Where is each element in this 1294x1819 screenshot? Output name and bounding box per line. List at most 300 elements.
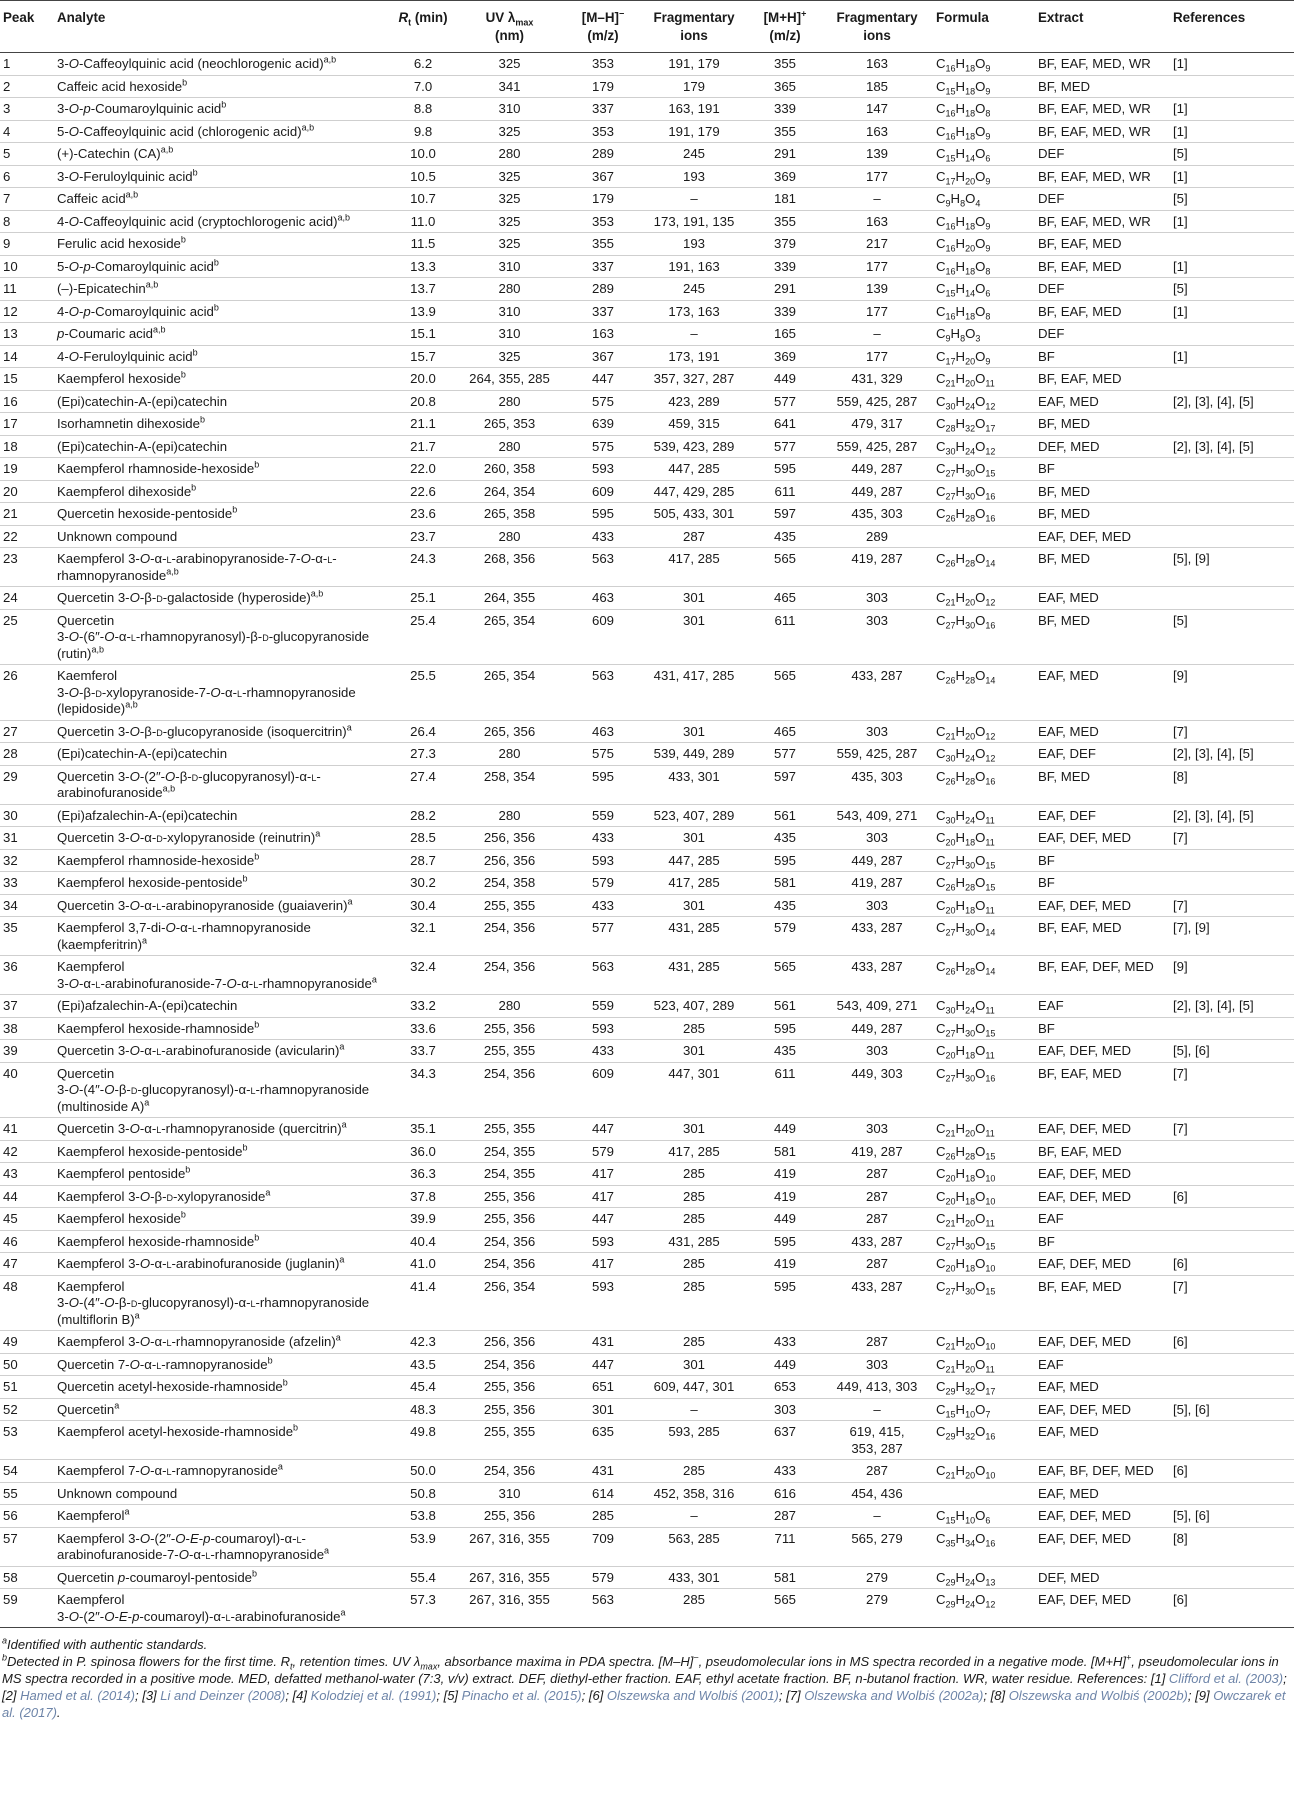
cell-analyte: Kaempferol 3-O-(2″-O-E-p-coumaroyl)-α-l-arabinofuranoside$^a$ <box>54 1589 394 1628</box>
cell-extract: BF, EAF, DEF, MED <box>1035 956 1170 995</box>
cell-references: [2], [3], [4], [5] <box>1170 804 1294 827</box>
table-row <box>0 872 1294 895</box>
table-row <box>0 525 1294 548</box>
cell-m-minus-h: 447 <box>567 1208 639 1231</box>
cell-uv: 280 <box>452 804 567 827</box>
cell-formula: $C_{15}H_{10}O_7$ <box>933 1398 1035 1421</box>
table-row <box>0 804 1294 827</box>
cell-rt: 25.5 <box>394 665 452 721</box>
cell-m-minus-h: 433 <box>567 1040 639 1063</box>
cell-fragments-pos: – <box>821 1505 933 1528</box>
cell-rt: 10.0 <box>394 143 452 166</box>
cell-analyte: Unknown compound <box>54 1482 394 1505</box>
cell-uv: 255, 355 <box>452 1040 567 1063</box>
col-header-uv: UV $\lambda_{max}$ (nm) <box>452 1 567 53</box>
table-row <box>0 233 1294 256</box>
cell-extract: EAF, MED <box>1035 587 1170 610</box>
cell-analyte: Quercetin$^a$ <box>54 1398 394 1421</box>
table-row <box>0 720 1294 743</box>
cell-extract: BF, EAF, MED <box>1035 1140 1170 1163</box>
cell-uv: 264, 355, 285 <box>452 368 567 391</box>
cell-rt: 45.4 <box>394 1376 452 1399</box>
cell-extract: DEF, MED <box>1035 1566 1170 1589</box>
cell-uv: 310 <box>452 300 567 323</box>
table-row <box>0 1040 1294 1063</box>
cell-uv: 264, 354 <box>452 480 567 503</box>
cell-peak: 55 <box>0 1482 54 1505</box>
cell-fragments-pos: 479, 317 <box>821 413 933 436</box>
cell-rt: 25.1 <box>394 587 452 610</box>
cell-m-minus-h: 353 <box>567 210 639 233</box>
cell-fragments-neg: 285 <box>639 1589 749 1628</box>
cell-rt: 34.3 <box>394 1062 452 1118</box>
cell-uv: 310 <box>452 1482 567 1505</box>
cell-analyte: Kaempferol 3-O-α-l-arabinopyranoside-7-O-α-l- rhamnopyranoside$^{a,b}$ <box>54 548 394 587</box>
cell-formula: $C_{20}H_{18}O_{11}$ <box>933 894 1035 917</box>
cell-formula: $C_9H_8O_3$ <box>933 323 1035 346</box>
cell-uv: 254, 356 <box>452 1353 567 1376</box>
cell-m-minus-h: 575 <box>567 390 639 413</box>
cell-fragments-neg: – <box>639 1505 749 1528</box>
cell-m-plus-h: 435 <box>749 525 821 548</box>
cell-m-minus-h: 285 <box>567 1505 639 1528</box>
cell-formula: $C_{27}H_{30}O_{15}$ <box>933 1275 1035 1331</box>
cell-m-plus-h: 565 <box>749 665 821 721</box>
cell-fragments-pos: 163 <box>821 210 933 233</box>
cell-extract: EAF, MED <box>1035 665 1170 721</box>
cell-m-plus-h: 419 <box>749 1163 821 1186</box>
cell-uv: 255, 355 <box>452 894 567 917</box>
cell-peak: 17 <box>0 413 54 436</box>
cell-analyte: Kaempferol$^a$ <box>54 1505 394 1528</box>
cell-fragments-pos: – <box>821 1398 933 1421</box>
table-row <box>0 917 1294 956</box>
cell-fragments-pos: 185 <box>821 75 933 98</box>
cell-m-plus-h: 597 <box>749 765 821 804</box>
cell-extract: EAF, DEF, MED <box>1035 1253 1170 1276</box>
cell-formula: $C_{21}H_{20}O_{10}$ <box>933 1460 1035 1483</box>
cell-references <box>1170 1163 1294 1186</box>
cell-peak: 19 <box>0 458 54 481</box>
cell-m-minus-h: 579 <box>567 872 639 895</box>
cell-uv: 256, 356 <box>452 1331 567 1354</box>
cell-peak: 16 <box>0 390 54 413</box>
table-row <box>0 548 1294 587</box>
cell-peak: 34 <box>0 894 54 917</box>
cell-formula: $C_{27}H_{30}O_{15}$ <box>933 849 1035 872</box>
cell-extract: EAF, MED <box>1035 1421 1170 1460</box>
cell-peak: 15 <box>0 368 54 391</box>
cell-fragments-pos: 435, 303 <box>821 503 933 526</box>
cell-extract: DEF, MED <box>1035 435 1170 458</box>
cell-analyte: Kaempferol hexoside-pentoside$^b$ <box>54 1140 394 1163</box>
cell-uv: 255, 355 <box>452 1421 567 1460</box>
cell-fragments-neg: 417, 285 <box>639 1140 749 1163</box>
cell-references: [1] <box>1170 98 1294 121</box>
cell-fragments-pos: 449, 287 <box>821 458 933 481</box>
cell-fragments-pos: 431, 329 <box>821 368 933 391</box>
cell-fragments-pos: 433, 287 <box>821 956 933 995</box>
cell-m-plus-h: 419 <box>749 1185 821 1208</box>
cell-extract: EAF <box>1035 1353 1170 1376</box>
cell-references: [2], [3], [4], [5] <box>1170 390 1294 413</box>
cell-fragments-neg: 191, 179 <box>639 53 749 76</box>
cell-uv: 260, 358 <box>452 458 567 481</box>
cell-references <box>1170 1208 1294 1231</box>
cell-uv: 310 <box>452 98 567 121</box>
cell-rt: 22.6 <box>394 480 452 503</box>
cell-peak: 44 <box>0 1185 54 1208</box>
cell-peak: 32 <box>0 849 54 872</box>
cell-rt: 32.1 <box>394 917 452 956</box>
cell-extract: EAF, DEF, MED <box>1035 1527 1170 1566</box>
cell-m-plus-h: 653 <box>749 1376 821 1399</box>
cell-peak: 45 <box>0 1208 54 1231</box>
cell-formula: $C_{21}H_{20}O_{11}$ <box>933 368 1035 391</box>
cell-formula: $C_{30}H_{24}O_{12}$ <box>933 390 1035 413</box>
cell-fragments-neg: 433, 301 <box>639 1566 749 1589</box>
cell-m-plus-h: 365 <box>749 75 821 98</box>
cell-analyte: Quercetin p-coumaroyl-pentoside$^b$ <box>54 1566 394 1589</box>
cell-m-plus-h: 435 <box>749 894 821 917</box>
cell-peak: 30 <box>0 804 54 827</box>
cell-formula: $C_{30}H_{24}O_{12}$ <box>933 743 1035 766</box>
cell-m-minus-h: 431 <box>567 1331 639 1354</box>
cell-uv: 254, 355 <box>452 1140 567 1163</box>
cell-rt: 39.9 <box>394 1208 452 1231</box>
cell-peak: 50 <box>0 1353 54 1376</box>
cell-references: [6] <box>1170 1185 1294 1208</box>
table-row <box>0 1331 1294 1354</box>
cell-formula: $C_{29}H_{24}O_{12}$ <box>933 1589 1035 1628</box>
cell-rt: 9.8 <box>394 120 452 143</box>
cell-analyte: Kaempferol hexoside$^b$ <box>54 1208 394 1231</box>
cell-formula: $C_{27}H_{30}O_{15}$ <box>933 1230 1035 1253</box>
cell-fragments-pos: 303 <box>821 609 933 665</box>
cell-fragments-pos: 433, 287 <box>821 917 933 956</box>
cell-rt: 27.4 <box>394 765 452 804</box>
cell-fragments-pos: 449, 287 <box>821 849 933 872</box>
table-row <box>0 665 1294 721</box>
cell-fragments-neg: 447, 429, 285 <box>639 480 749 503</box>
table-row <box>0 1566 1294 1589</box>
cell-peak: 21 <box>0 503 54 526</box>
cell-extract: EAF, DEF, MED <box>1035 1163 1170 1186</box>
cell-rt: 37.8 <box>394 1185 452 1208</box>
cell-uv: 268, 356 <box>452 548 567 587</box>
cell-fragments-pos: 139 <box>821 143 933 166</box>
cell-formula: $C_{21}H_{20}O_{12}$ <box>933 720 1035 743</box>
cell-fragments-pos: 287 <box>821 1163 933 1186</box>
cell-analyte: Quercetin 3-O-α-d-xylopyranoside (reinutrin)$^a$ <box>54 827 394 850</box>
cell-uv: 280 <box>452 995 567 1018</box>
cell-rt: 33.7 <box>394 1040 452 1063</box>
cell-formula: $C_{20}H_{18}O_{10}$ <box>933 1185 1035 1208</box>
cell-rt: 8.8 <box>394 98 452 121</box>
cell-uv: 267, 316, 355 <box>452 1589 567 1628</box>
cell-fragments-neg: 285 <box>639 1275 749 1331</box>
cell-fragments-pos: 163 <box>821 120 933 143</box>
table-row <box>0 345 1294 368</box>
cell-references: [7] <box>1170 1118 1294 1141</box>
cell-m-minus-h: 447 <box>567 368 639 391</box>
cell-formula: $C_{26}H_{28}O_{14}$ <box>933 956 1035 995</box>
table-row <box>0 1230 1294 1253</box>
cell-peak: 38 <box>0 1017 54 1040</box>
cell-uv: 255, 355 <box>452 1118 567 1141</box>
cell-m-plus-h: 579 <box>749 917 821 956</box>
cell-m-minus-h: 163 <box>567 323 639 346</box>
cell-extract: EAF, MED <box>1035 720 1170 743</box>
cell-peak: 35 <box>0 917 54 956</box>
table-body <box>0 53 1294 1628</box>
cell-extract: BF <box>1035 345 1170 368</box>
cell-fragments-neg: 523, 407, 289 <box>639 804 749 827</box>
cell-rt: 23.6 <box>394 503 452 526</box>
cell-analyte: Kaempferol 3-O-α-l-rhamnopyranoside (afzelin)$^a$ <box>54 1331 394 1354</box>
cell-fragments-pos: 454, 436 <box>821 1482 933 1505</box>
cell-formula: $C_{16}H_{20}O_9$ <box>933 233 1035 256</box>
cell-formula: $C_{16}H_{18}O_8$ <box>933 98 1035 121</box>
cell-m-plus-h: 595 <box>749 1017 821 1040</box>
cell-uv: 267, 316, 355 <box>452 1527 567 1566</box>
cell-m-plus-h: 595 <box>749 458 821 481</box>
cell-analyte: 4-O-p-Comaroylquinic acid$^b$ <box>54 300 394 323</box>
cell-uv: 258, 354 <box>452 765 567 804</box>
table-row <box>0 480 1294 503</box>
cell-fragments-neg: 285 <box>639 1185 749 1208</box>
cell-fragments-neg: 179 <box>639 75 749 98</box>
cell-formula: $C_{21}H_{20}O_{11}$ <box>933 1208 1035 1231</box>
cell-fragments-pos: – <box>821 323 933 346</box>
cell-rt: 28.2 <box>394 804 452 827</box>
cell-formula: $C_{26}H_{28}O_{16}$ <box>933 503 1035 526</box>
cell-extract: BF <box>1035 872 1170 895</box>
cell-m-minus-h: 593 <box>567 1017 639 1040</box>
table-row <box>0 1185 1294 1208</box>
cell-fragments-pos: 287 <box>821 1460 933 1483</box>
cell-references: [7], [9] <box>1170 917 1294 956</box>
cell-rt: 43.5 <box>394 1353 452 1376</box>
cell-analyte: Quercetin 3-O-α-l-arabinofuranoside (avicularin)$^a$ <box>54 1040 394 1063</box>
cell-m-minus-h: 639 <box>567 413 639 436</box>
cell-references: [5] <box>1170 609 1294 665</box>
cell-peak: 24 <box>0 587 54 610</box>
table-row <box>0 368 1294 391</box>
cell-fragments-pos: 449, 303 <box>821 1062 933 1118</box>
cell-m-minus-h: 651 <box>567 1376 639 1399</box>
cell-uv: 254, 356 <box>452 1062 567 1118</box>
cell-fragments-neg: 173, 191 <box>639 345 749 368</box>
cell-extract: BF, EAF, MED <box>1035 255 1170 278</box>
cell-fragments-pos: 419, 287 <box>821 872 933 895</box>
table-row <box>0 143 1294 166</box>
cell-extract: BF, EAF, MED, WR <box>1035 210 1170 233</box>
cell-extract: DEF <box>1035 323 1170 346</box>
cell-extract: EAF, DEF <box>1035 743 1170 766</box>
cell-rt: 26.4 <box>394 720 452 743</box>
cell-fragments-neg: 245 <box>639 143 749 166</box>
cell-m-plus-h: 369 <box>749 165 821 188</box>
cell-rt: 11.5 <box>394 233 452 256</box>
cell-extract: BF, EAF, MED <box>1035 1062 1170 1118</box>
table-row <box>0 413 1294 436</box>
cell-uv: 255, 356 <box>452 1376 567 1399</box>
cell-uv: 325 <box>452 53 567 76</box>
cell-uv: 265, 353 <box>452 413 567 436</box>
cell-peak: 20 <box>0 480 54 503</box>
cell-formula: $C_9H_8O_4$ <box>933 188 1035 211</box>
cell-m-minus-h: 179 <box>567 75 639 98</box>
cell-fragments-pos: 433, 287 <box>821 1275 933 1331</box>
table-row <box>0 390 1294 413</box>
cell-uv: 265, 354 <box>452 609 567 665</box>
cell-formula: $C_{26}H_{28}O_{14}$ <box>933 665 1035 721</box>
cell-m-plus-h: 577 <box>749 390 821 413</box>
cell-m-minus-h: 563 <box>567 665 639 721</box>
cell-analyte: Caffeic acid hexoside$^b$ <box>54 75 394 98</box>
cell-fragments-pos: 419, 287 <box>821 1140 933 1163</box>
cell-peak: 56 <box>0 1505 54 1528</box>
cell-uv: 325 <box>452 210 567 233</box>
cell-references: [5], [6] <box>1170 1040 1294 1063</box>
cell-m-minus-h: 563 <box>567 548 639 587</box>
table-row <box>0 1140 1294 1163</box>
cell-formula: $C_{30}H_{24}O_{11}$ <box>933 804 1035 827</box>
cell-fragments-pos: 433, 287 <box>821 665 933 721</box>
cell-analyte: 4-O-Caffeoylquinic acid (cryptochlorogenic acid)$^{a,b}$ <box>54 210 394 233</box>
cell-extract: EAF, DEF, MED <box>1035 1398 1170 1421</box>
cell-m-minus-h: 355 <box>567 233 639 256</box>
cell-references <box>1170 503 1294 526</box>
cell-analyte: Kaempferol hexoside-rhamnoside$^b$ <box>54 1017 394 1040</box>
cell-fragments-neg: 173, 163 <box>639 300 749 323</box>
cell-fragments-neg: – <box>639 188 749 211</box>
cell-peak: 47 <box>0 1253 54 1276</box>
cell-references: [1] <box>1170 165 1294 188</box>
cell-peak: 39 <box>0 1040 54 1063</box>
cell-m-plus-h: 565 <box>749 548 821 587</box>
cell-formula: $C_{16}H_{18}O_9$ <box>933 53 1035 76</box>
cell-uv: 280 <box>452 390 567 413</box>
cell-m-plus-h: 577 <box>749 743 821 766</box>
cell-m-minus-h: 595 <box>567 765 639 804</box>
table-row <box>0 1017 1294 1040</box>
cell-peak: 3 <box>0 98 54 121</box>
cell-references <box>1170 872 1294 895</box>
cell-m-minus-h: 431 <box>567 1460 639 1483</box>
cell-m-minus-h: 635 <box>567 1421 639 1460</box>
cell-m-plus-h: 581 <box>749 1140 821 1163</box>
cell-fragments-neg: 523, 407, 289 <box>639 995 749 1018</box>
cell-peak: 46 <box>0 1230 54 1253</box>
cell-references: [5], [6] <box>1170 1505 1294 1528</box>
cell-uv: 255, 356 <box>452 1398 567 1421</box>
cell-rt: 6.2 <box>394 53 452 76</box>
cell-fragments-pos: 217 <box>821 233 933 256</box>
cell-extract: BF, MED <box>1035 413 1170 436</box>
cell-references: [5] <box>1170 188 1294 211</box>
cell-references <box>1170 587 1294 610</box>
cell-peak: 42 <box>0 1140 54 1163</box>
cell-peak: 40 <box>0 1062 54 1118</box>
cell-formula: $C_{21}H_{20}O_{10}$ <box>933 1331 1035 1354</box>
col-header-references: References <box>1170 1 1294 53</box>
cell-rt: 50.8 <box>394 1482 452 1505</box>
cell-peak: 27 <box>0 720 54 743</box>
table-row <box>0 1482 1294 1505</box>
cell-references: [1] <box>1170 255 1294 278</box>
cell-fragments-pos: 177 <box>821 300 933 323</box>
table-row <box>0 75 1294 98</box>
col-header-fragments-pos: Fragmentary ions <box>821 1 933 53</box>
cell-fragments-neg: 285 <box>639 1017 749 1040</box>
cell-m-minus-h: 575 <box>567 435 639 458</box>
cell-m-plus-h: 577 <box>749 435 821 458</box>
cell-extract: BF, MED <box>1035 503 1170 526</box>
table-row <box>0 765 1294 804</box>
cell-m-minus-h: 614 <box>567 1482 639 1505</box>
cell-references <box>1170 849 1294 872</box>
cell-m-plus-h: 291 <box>749 143 821 166</box>
cell-fragments-neg: 609, 447, 301 <box>639 1376 749 1399</box>
cell-rt: 36.0 <box>394 1140 452 1163</box>
cell-formula: $C_{29}H_{24}O_{13}$ <box>933 1566 1035 1589</box>
cell-analyte: Kaempferol 3-O-α-l-arabinofuranoside-7-O-α-l-rhamnopyranoside$^a$ <box>54 956 394 995</box>
cell-m-plus-h: 435 <box>749 1040 821 1063</box>
cell-m-plus-h: 355 <box>749 53 821 76</box>
cell-m-minus-h: 417 <box>567 1163 639 1186</box>
cell-fragments-pos: 559, 425, 287 <box>821 390 933 413</box>
cell-analyte: Quercetin acetyl-hexoside-rhamnoside$^b$ <box>54 1376 394 1399</box>
cell-extract: EAF, DEF, MED <box>1035 1331 1170 1354</box>
cell-extract: BF, EAF, MED <box>1035 368 1170 391</box>
table-row <box>0 587 1294 610</box>
cell-rt: 30.4 <box>394 894 452 917</box>
cell-m-minus-h: 579 <box>567 1566 639 1589</box>
cell-formula <box>933 1482 1035 1505</box>
table-row <box>0 1208 1294 1231</box>
cell-m-minus-h: 289 <box>567 278 639 301</box>
table-row <box>0 98 1294 121</box>
cell-m-plus-h: 611 <box>749 1062 821 1118</box>
cell-analyte: (Epi)catechin-A-(epi)catechin <box>54 743 394 766</box>
cell-fragments-neg: 505, 433, 301 <box>639 503 749 526</box>
cell-m-minus-h: 463 <box>567 587 639 610</box>
cell-m-plus-h: 291 <box>749 278 821 301</box>
cell-references: [7] <box>1170 720 1294 743</box>
cell-m-minus-h: 593 <box>567 849 639 872</box>
cell-fragments-neg: 447, 285 <box>639 849 749 872</box>
cell-references <box>1170 1353 1294 1376</box>
cell-formula: $C_{15}H_{18}O_9$ <box>933 75 1035 98</box>
cell-m-minus-h: 433 <box>567 894 639 917</box>
cell-references: [1] <box>1170 210 1294 233</box>
table-row <box>0 323 1294 346</box>
cell-extract: BF, EAF, MED <box>1035 233 1170 256</box>
cell-peak: 12 <box>0 300 54 323</box>
cell-m-plus-h: 355 <box>749 210 821 233</box>
cell-rt: 13.3 <box>394 255 452 278</box>
cell-uv: 254, 356 <box>452 1460 567 1483</box>
cell-m-minus-h: 447 <box>567 1353 639 1376</box>
cell-fragments-neg: 417, 285 <box>639 548 749 587</box>
col-header-formula: Formula <box>933 1 1035 53</box>
table-row <box>0 849 1294 872</box>
cell-extract: BF <box>1035 1017 1170 1040</box>
cell-rt: 22.0 <box>394 458 452 481</box>
cell-peak: 51 <box>0 1376 54 1399</box>
